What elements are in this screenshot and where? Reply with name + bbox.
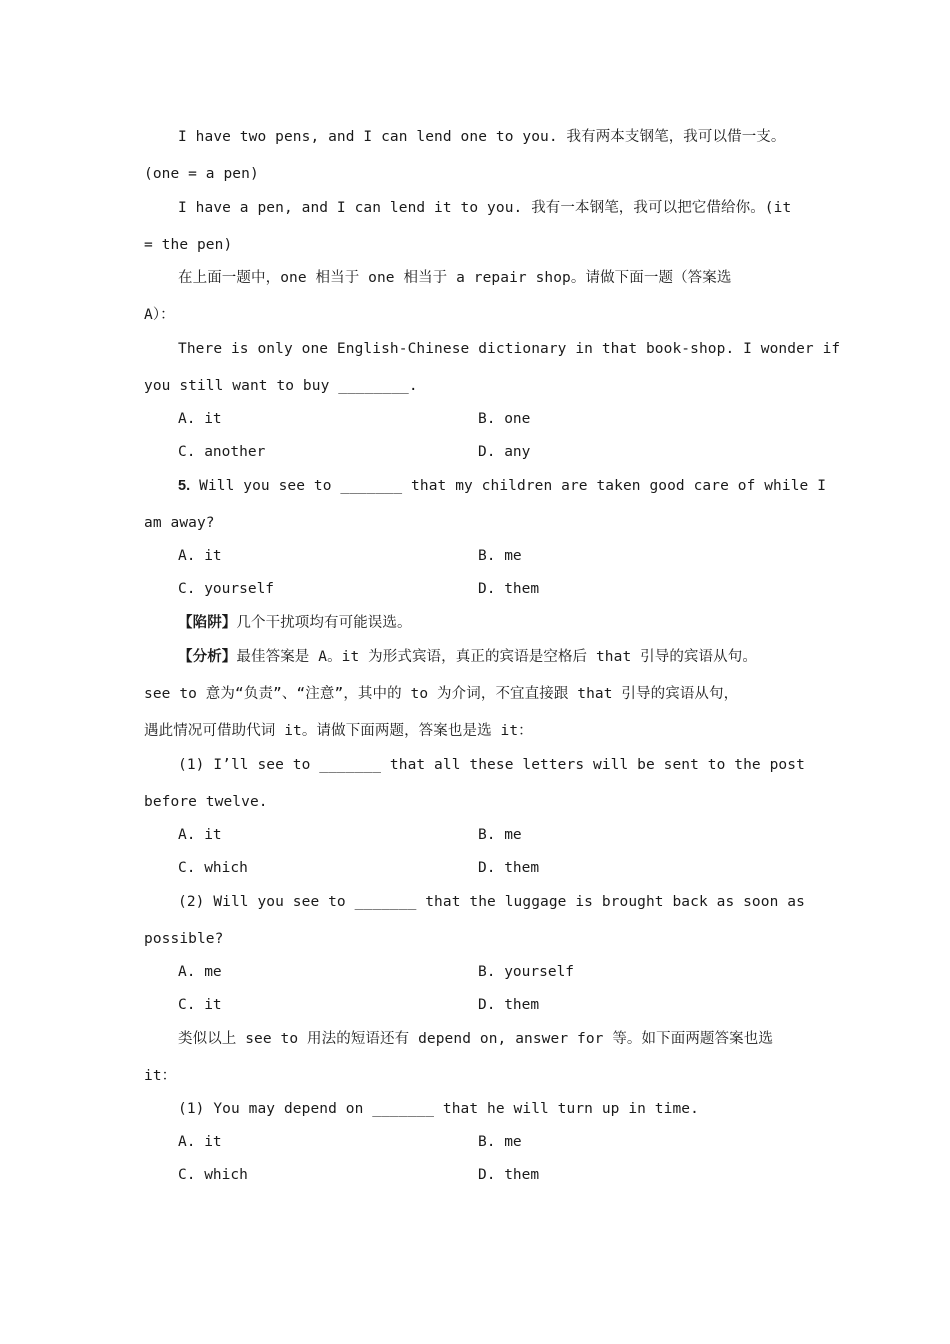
- option-b: B. one: [478, 411, 531, 427]
- option-c: C. which: [178, 1167, 248, 1183]
- explanation-line: 在上面一题中，one 相当于 one 相当于 a repair shop。请做下面一题（答案选: [178, 270, 732, 286]
- sub-question-1: (1) I’ll see to _______ that all these letters will be sent to the post: [178, 757, 805, 773]
- option-b: B. me: [478, 1134, 522, 1150]
- analysis-note: [0, 647, 950, 667]
- option-b: B. me: [478, 827, 522, 843]
- option-d: D. any: [478, 444, 531, 460]
- option-b: B. me: [478, 548, 522, 564]
- option-a: A. it: [178, 827, 222, 843]
- similar-note: 类似以上 see to 用法的短语还有 depend on, answer for 等。如下面两题答案也选: [178, 1031, 773, 1047]
- option-c: C. which: [178, 860, 248, 876]
- analysis-text: 最佳答案是 A。it 为形式宾语，真正的宾语是空格后 that 引导的宾语从句。: [236, 649, 757, 665]
- option-d: D. them: [478, 581, 540, 597]
- example-line-1-cont: (one = a pen): [144, 166, 259, 182]
- example-line-2-cont: = the pen): [144, 237, 233, 253]
- example-line-2: I have a pen, and I can lend it to you. 我有一本钢笔，我可以把它借给你。(it: [178, 200, 792, 216]
- option-d: D. them: [478, 997, 540, 1013]
- similar-note-cont: it：: [144, 1068, 177, 1084]
- trap-tag: 【陷阱】: [178, 615, 237, 631]
- analysis-tag: 【分析】: [178, 649, 237, 665]
- option-a: A. it: [178, 411, 222, 427]
- exercise-question: There is only one English-Chinese dictionary in that book-shop. I wonder if: [178, 341, 841, 357]
- question-5-cont: am away?: [144, 515, 215, 531]
- analysis-line-3: 遇此情况可借助代词 it。请做下面两题，答案也是选 it：: [144, 723, 533, 739]
- option-d: D. them: [478, 860, 540, 876]
- explanation-line-cont: A）：: [144, 307, 175, 323]
- question-5: [0, 476, 950, 496]
- option-c: C. another: [178, 444, 266, 460]
- option-c: C. it: [178, 997, 222, 1013]
- sub-question-2-cont: possible?: [144, 931, 224, 947]
- option-a: A. me: [178, 964, 222, 980]
- trap-text: 几个干扰项均有可能误选。: [236, 615, 412, 631]
- exercise-question-cont: you still want to buy ________.: [144, 378, 418, 394]
- sub-question-2: (2) Will you see to _______ that the luggage is brought back as soon as: [178, 894, 805, 910]
- option-a: A. it: [178, 548, 222, 564]
- question-number: 5.: [178, 478, 191, 494]
- option-b: B. yourself: [478, 964, 575, 980]
- analysis-line-2: see to 意为“负责”、“注意”，其中的 to 为介词，不宜直接跟 that 引导的宾语从句，: [144, 686, 739, 702]
- trap-note: [0, 613, 950, 633]
- option-d: D. them: [478, 1167, 540, 1183]
- question-5-text: Will you see to _______ that my children are taken good care of while I: [190, 478, 827, 494]
- option-c: C. yourself: [178, 581, 275, 597]
- option-a: A. it: [178, 1134, 222, 1150]
- sub-question-3: (1) You may depend on _______ that he will turn up in time.: [178, 1101, 699, 1117]
- sub-question-1-cont: before twelve.: [144, 794, 268, 810]
- example-line-1: I have two pens, and I can lend one to you. 我有两本支钢笔，我可以借一支。: [178, 129, 786, 145]
